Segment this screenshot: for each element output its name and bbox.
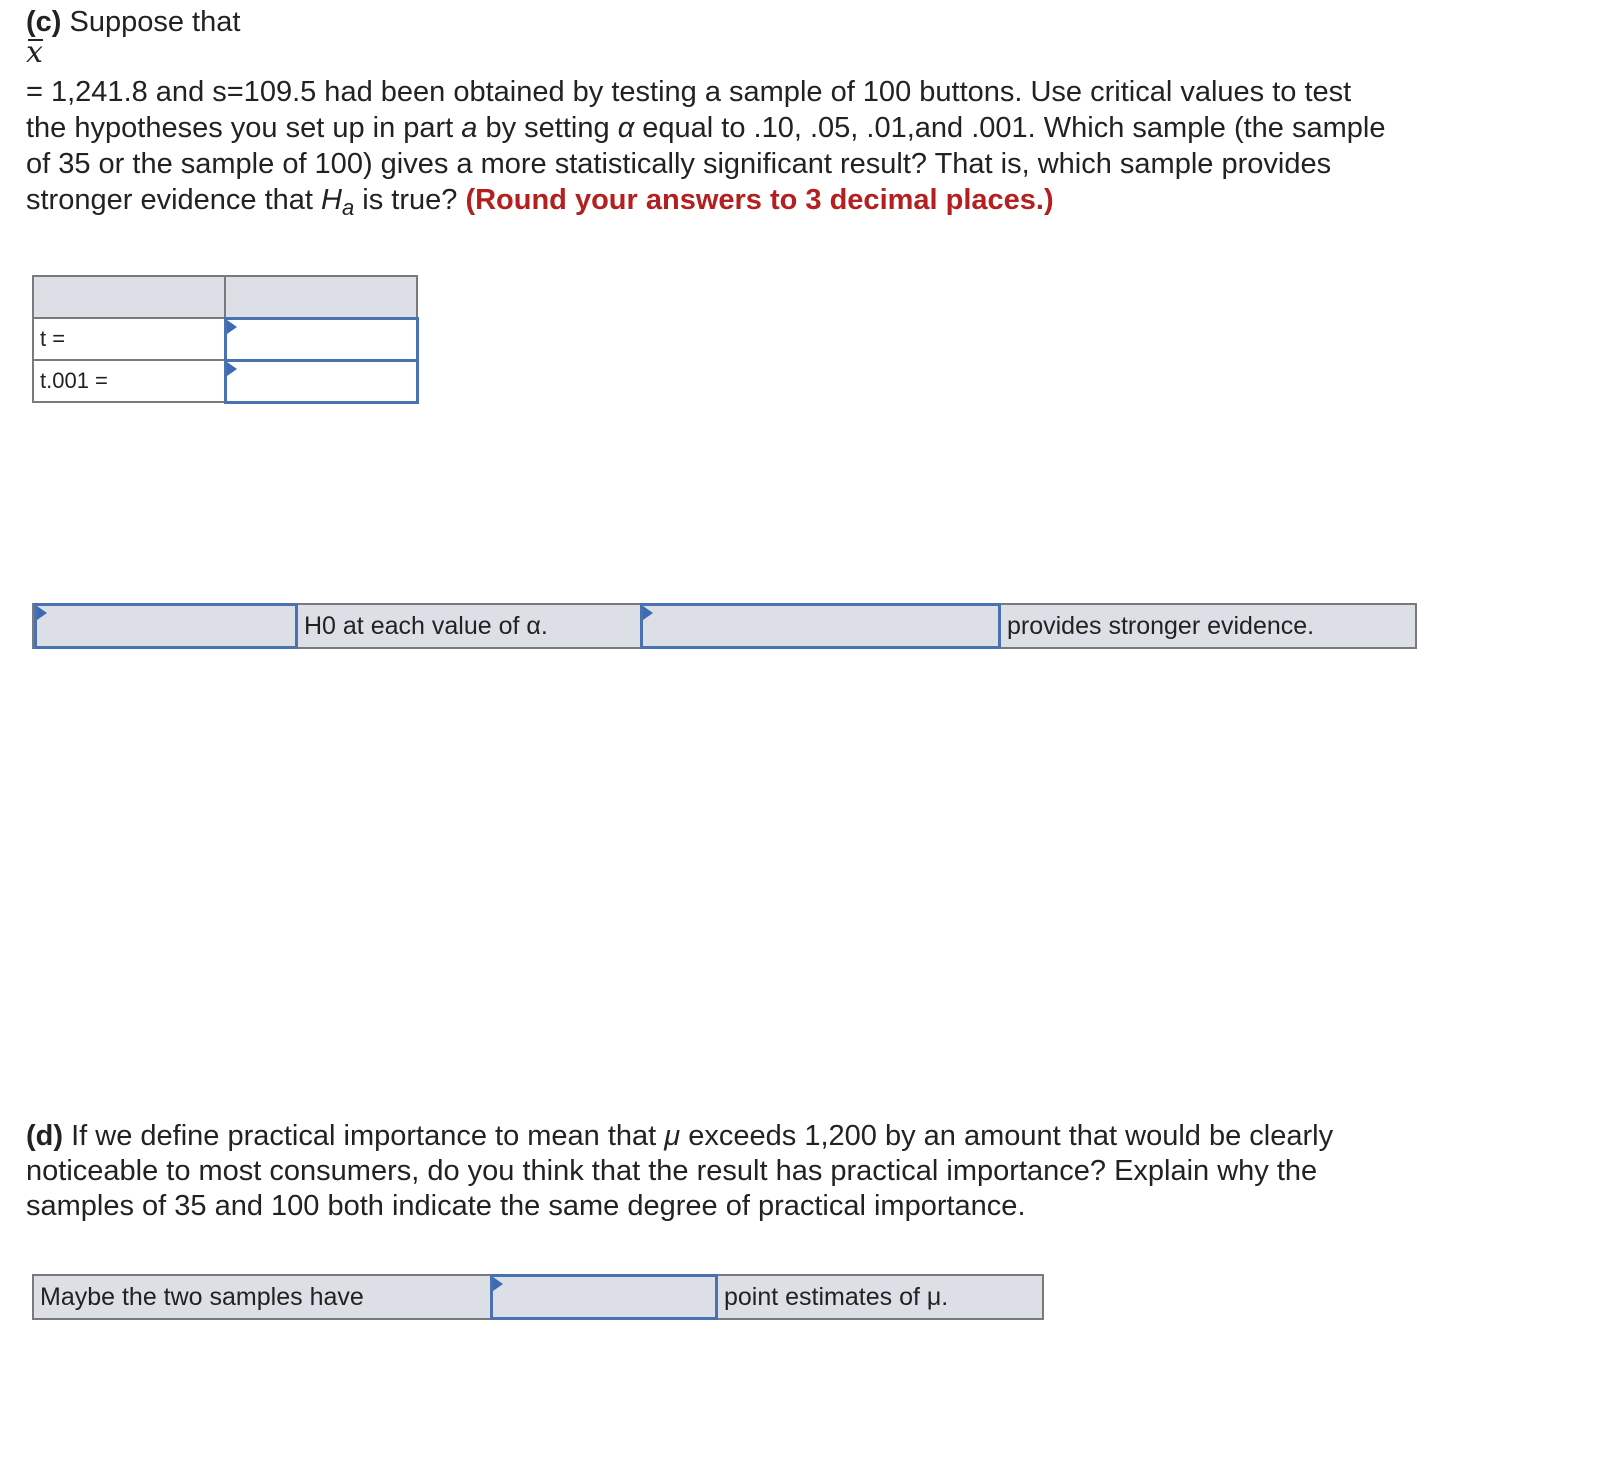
table-header-row xyxy=(33,276,417,318)
reject-decision-dropdown[interactable] xyxy=(34,603,298,649)
input-marker-icon xyxy=(227,362,237,376)
part-c-line1: = 1,241.8 and s=109.5 had been obtained by testing a sample of 100 buttons. Use critical values to test xyxy=(26,76,1352,108)
part-d-line1-a: If we define practical importance to mean that xyxy=(63,1120,665,1152)
t-statistic-table xyxy=(32,275,419,404)
part-d-line1-b: exceeds 1,200 by an amount that would be clearly xyxy=(680,1120,1334,1152)
ha-h: H xyxy=(321,184,342,216)
part-d-line1 xyxy=(26,1119,1496,1154)
part-c-label: (c) xyxy=(26,6,62,38)
part-c-line3: of 35 or the sample of 100) gives a more statistically significant result? That is, which sample provides xyxy=(26,148,1332,180)
dropdown-marker-icon xyxy=(493,1277,503,1291)
mu-symbol: μ xyxy=(664,1120,681,1152)
part-d-label: (d) xyxy=(26,1120,64,1152)
t-input[interactable] xyxy=(225,318,417,360)
line4-b: is true? xyxy=(354,184,466,216)
rounding-instruction: (Round your answers to 3 decimal places.) xyxy=(465,184,1054,216)
conclusion-row xyxy=(32,603,1417,649)
part-c-intro xyxy=(26,4,1496,40)
line2-a: the hypotheses you set up in part xyxy=(26,112,462,144)
conclusion-text-2: provides stronger evidence. xyxy=(1007,611,1315,640)
t-label: t = xyxy=(33,318,225,360)
dropdown-marker-icon xyxy=(643,606,653,620)
part-d-line2: noticeable to most consumers, do you think that the result has practical importance? Explain why the xyxy=(26,1155,1318,1187)
part-c-line2 xyxy=(26,110,1496,146)
part-c-line4 xyxy=(26,182,1496,220)
table-header-cell xyxy=(33,276,225,318)
sample-choice-dropdown[interactable] xyxy=(640,603,1001,649)
t001-label: t.001 = xyxy=(33,360,225,402)
part-d-body xyxy=(26,1119,1496,1224)
practical-text-2: point estimates of μ. xyxy=(724,1282,949,1311)
ha-sub: a xyxy=(341,195,355,220)
part-c-intro-text: Suppose that xyxy=(69,6,241,38)
alpha-symbol: α xyxy=(617,112,635,144)
point-estimate-dropdown[interactable] xyxy=(490,1274,718,1320)
dropdown-marker-icon xyxy=(37,606,47,620)
part-c-body xyxy=(26,74,1496,220)
part-d-line3: samples of 35 and 100 both indicate the same degree of practical importance. xyxy=(26,1190,1026,1222)
conclusion-text-1: H0 at each value of α. xyxy=(304,611,548,640)
xbar-symbol: x xyxy=(26,35,43,70)
t001-input[interactable] xyxy=(225,360,417,402)
practical-text-1: Maybe the two samples have xyxy=(40,1282,364,1311)
line2-b: by setting xyxy=(477,112,618,144)
practical-row xyxy=(32,1274,1044,1320)
line4-a: stronger evidence that xyxy=(26,184,322,216)
table-row xyxy=(33,318,417,360)
table-header-cell xyxy=(225,276,417,318)
input-marker-icon xyxy=(227,320,237,334)
table-row xyxy=(33,360,417,402)
line2-c: equal to .10, .05, .01,and .001. Which sample (the sample xyxy=(634,112,1386,144)
part-a-ref: a xyxy=(461,112,478,144)
